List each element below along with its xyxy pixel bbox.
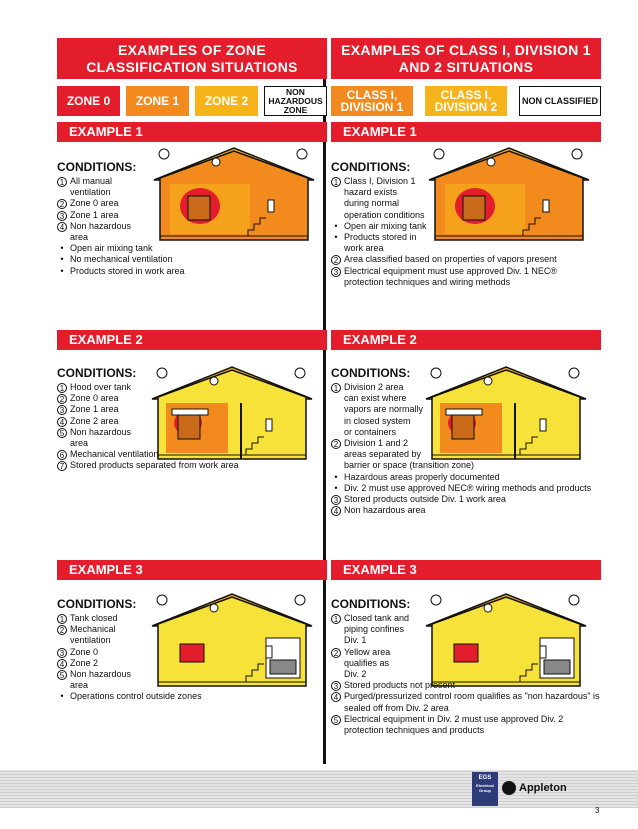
condition-item [57, 254, 327, 265]
conditions-title: CONDITIONS: [57, 597, 137, 611]
condition-text: Purged/pressurized control room qualifies as "non hazardous" is [344, 691, 600, 702]
condition-item [331, 472, 601, 483]
zone-column [57, 38, 327, 116]
condition-number: 1 [57, 177, 67, 187]
conditions-title: CONDITIONS: [57, 160, 137, 174]
condition-text: Open air mixing tank [344, 220, 427, 231]
right-ex2-title: EXAMPLE 2 [331, 330, 601, 350]
condition-item [57, 449, 327, 460]
condition-item [331, 494, 601, 505]
condition-item [331, 680, 601, 691]
bullet-icon: • [60, 691, 64, 702]
condition-text: Hood over tank [70, 382, 132, 392]
condition-text: area [70, 438, 89, 449]
condition-text: Zone 1 area [70, 404, 119, 415]
condition-item [57, 624, 327, 635]
condition-text: Division 1 and 2 [344, 438, 409, 449]
condition-text: Stored products not present [344, 680, 456, 691]
condition-text: Stored products outside Div. 1 work area [344, 494, 506, 505]
right-ex3-conditions [331, 597, 601, 736]
class-column [331, 38, 601, 116]
condition-text: Non hazardous [70, 426, 132, 437]
condition-text: Zone 2 area [70, 415, 119, 426]
condition-item [57, 691, 327, 702]
condition-text: Yellow area [344, 646, 391, 657]
condition-text: Area classified based on properties of vapors present [344, 254, 557, 265]
conditions-title: CONDITIONS: [331, 160, 411, 174]
condition-item [331, 198, 601, 209]
condition-text: Electrical equipment must use approved Div. 1 NEC® [344, 265, 558, 276]
condition-number: 5 [57, 428, 67, 438]
condition-item [57, 243, 327, 254]
right-ex3-title: EXAMPLE 3 [331, 560, 601, 580]
condition-text: Zone 0 area [70, 198, 119, 209]
condition-number: 3 [331, 681, 341, 691]
condition-number: 3 [331, 495, 341, 505]
condition-text: Products stored in [344, 232, 417, 243]
condition-text: Zone 2 [70, 657, 99, 668]
condition-item [331, 277, 601, 288]
condition-item [331, 210, 601, 221]
condition-number: 7 [57, 461, 67, 471]
condition-text: can exist where [344, 393, 407, 404]
condition-item [331, 613, 601, 624]
condition-text: sealed off from Div. 2 area [344, 702, 449, 713]
condition-item [57, 438, 327, 449]
condition-text: Mechanical ventilation [70, 449, 159, 460]
condition-text: Zone 0 area [70, 393, 119, 404]
condition-item [57, 393, 327, 404]
condition-text: Operations control outside zones [70, 691, 202, 702]
condition-text: Non hazardous area [344, 505, 426, 516]
left-ex1-conditions [57, 160, 327, 277]
bullet-icon: • [334, 232, 338, 243]
condition-text: ventilation [70, 635, 111, 646]
condition-number: 2 [57, 625, 67, 635]
condition-number: 6 [57, 450, 67, 460]
condition-item [57, 198, 327, 209]
bullet-icon: • [60, 254, 64, 265]
condition-number: 3 [57, 211, 67, 221]
condition-item [331, 187, 601, 198]
condition-text: area [70, 232, 89, 243]
condition-item [331, 635, 601, 646]
condition-text: operation conditions [344, 209, 425, 220]
right-ex2-conditions [331, 366, 601, 516]
condition-item [331, 725, 601, 736]
condition-item [57, 416, 327, 427]
condition-item [331, 669, 601, 680]
condition-number: 1 [331, 383, 341, 393]
condition-text: Non hazardous [70, 669, 132, 680]
condition-number: 4 [57, 659, 67, 669]
condition-text: Open air mixing tank [70, 243, 153, 254]
left-ex1-title: EXAMPLE 1 [57, 122, 327, 142]
condition-text: areas separated by [344, 449, 422, 460]
condition-item [331, 714, 601, 725]
condition-item [57, 658, 327, 669]
condition-item [331, 416, 601, 427]
condition-number: 1 [331, 614, 341, 624]
left-ex2-conditions [57, 366, 327, 472]
left-ex3-conditions [57, 597, 327, 703]
condition-text: Electrical equipment in Div. 2 must use approved Div. 2 [344, 713, 564, 724]
condition-item [57, 382, 327, 393]
condition-item [331, 232, 601, 243]
legend-zone1: ZONE 1 [126, 86, 189, 116]
condition-item [331, 647, 601, 658]
condition-text: protection techniques and products [344, 725, 485, 736]
bullet-icon: • [60, 265, 64, 276]
legend-zone0: ZONE 0 [57, 86, 120, 116]
condition-text: Div. 2 must use approved NEC® wiring methods and products [344, 482, 592, 493]
condition-item [57, 427, 327, 438]
condition-text: Closed tank and [344, 613, 410, 623]
legend-nonclassified: NON CLASSIFIED [519, 86, 601, 116]
condition-item [57, 635, 327, 646]
left-ex3-title: EXAMPLE 3 [57, 560, 327, 580]
condition-item [57, 460, 327, 471]
condition-item [57, 647, 327, 658]
condition-item [331, 427, 601, 438]
condition-text: Hazardous areas properly documented [344, 471, 500, 482]
bullet-icon: • [60, 243, 64, 254]
condition-number: 4 [57, 417, 67, 427]
condition-item [331, 254, 601, 265]
condition-number: 1 [57, 614, 67, 624]
condition-item [331, 176, 601, 187]
condition-text: Div. 2 [344, 669, 367, 680]
condition-item [57, 669, 327, 680]
condition-text: ventilation [70, 187, 111, 198]
condition-text: hazard exists [344, 187, 398, 198]
class-legend [331, 86, 601, 116]
condition-item [57, 680, 327, 691]
condition-number: 2 [57, 394, 67, 404]
marker-1 [159, 149, 169, 159]
condition-item [331, 449, 601, 460]
condition-text: during normal [344, 198, 400, 209]
marker-1 [434, 149, 444, 159]
condition-item [331, 382, 601, 393]
condition-item [57, 266, 327, 277]
condition-number: 5 [331, 715, 341, 725]
condition-item [331, 221, 601, 232]
condition-item [57, 613, 327, 624]
condition-item [331, 266, 601, 277]
condition-item [57, 176, 327, 187]
legend-div1: CLASS I, DIVISION 1 [331, 86, 413, 116]
appleton-mark-icon [502, 781, 516, 795]
condition-text: Products stored in work area [70, 265, 185, 276]
condition-number: 5 [57, 670, 67, 680]
condition-text: Division 2 area [344, 382, 404, 392]
appleton-logo: Appleton [502, 778, 572, 798]
class-header: EXAMPLES OF CLASS I, DIVISION 1 AND 2 SITUATIONS [331, 38, 601, 79]
condition-item [331, 624, 601, 635]
bullet-icon: • [334, 220, 338, 231]
zone-header: EXAMPLES OF ZONE CLASSIFICATION SITUATIONS [57, 38, 327, 79]
condition-text: Tank closed [70, 613, 118, 623]
egs-logo: EGS Electrical Group [472, 772, 498, 806]
condition-text: No mechanical ventilation [70, 254, 173, 265]
bullet-icon: • [334, 482, 338, 493]
condition-item [331, 243, 601, 254]
condition-item [331, 703, 601, 714]
page-number: 3 [595, 806, 600, 815]
condition-text: or containers [344, 426, 397, 437]
left-ex2-title: EXAMPLE 2 [57, 330, 327, 350]
marker-2 [572, 149, 582, 159]
condition-item [331, 691, 601, 702]
condition-number: 1 [57, 383, 67, 393]
condition-number: 1 [331, 177, 341, 187]
condition-text: area [70, 680, 89, 691]
legend-nonhazardous: NON HAZARDOUS ZONE [264, 86, 327, 116]
condition-number: 3 [57, 648, 67, 658]
condition-text: protection techniques and wiring methods [344, 276, 511, 287]
condition-text: Stored products separated from work area [70, 460, 239, 471]
condition-item [331, 658, 601, 669]
condition-text: barrier or space (transition zone) [344, 460, 475, 471]
condition-number: 4 [331, 692, 341, 702]
condition-item [57, 221, 327, 232]
conditions-title: CONDITIONS: [331, 366, 411, 380]
condition-text: in closed system [344, 415, 411, 426]
condition-item [331, 404, 601, 415]
condition-number: 2 [331, 439, 341, 449]
condition-text: piping confines [344, 624, 405, 635]
right-ex1-title: EXAMPLE 1 [331, 122, 601, 142]
conditions-title: CONDITIONS: [57, 366, 137, 380]
condition-item [57, 187, 327, 198]
right-ex1-conditions [331, 160, 601, 288]
condition-number: 2 [57, 199, 67, 209]
condition-item [331, 393, 601, 404]
condition-item [57, 404, 327, 415]
condition-item [331, 438, 601, 449]
condition-text: All manual [70, 176, 113, 186]
condition-text: work area [344, 243, 384, 254]
condition-text: vapors are normally [344, 404, 424, 415]
condition-text: Mechanical [70, 624, 116, 635]
legend-div2: CLASS I, DIVISION 2 [425, 86, 507, 116]
condition-item [331, 460, 601, 471]
condition-text: Zone 1 area [70, 209, 119, 220]
condition-text: Zone 0 [70, 646, 99, 657]
condition-number: 4 [331, 506, 341, 516]
condition-item [57, 232, 327, 243]
condition-number: 3 [57, 405, 67, 415]
condition-number: 2 [331, 255, 341, 265]
condition-item [57, 210, 327, 221]
conditions-title: CONDITIONS: [331, 597, 411, 611]
condition-number: 4 [57, 222, 67, 232]
condition-text: Non hazardous [70, 220, 132, 231]
condition-text: Class I, Division 1 [344, 176, 416, 186]
condition-text: Div. 1 [344, 635, 367, 646]
condition-number: 2 [331, 648, 341, 658]
bullet-icon: • [334, 471, 338, 482]
condition-text: qualifies as [344, 657, 390, 668]
legend-zone2: ZONE 2 [195, 86, 258, 116]
condition-item [331, 483, 601, 494]
marker-2 [297, 149, 307, 159]
zone-legend [57, 86, 327, 116]
condition-item [331, 505, 601, 516]
condition-number: 3 [331, 267, 341, 277]
